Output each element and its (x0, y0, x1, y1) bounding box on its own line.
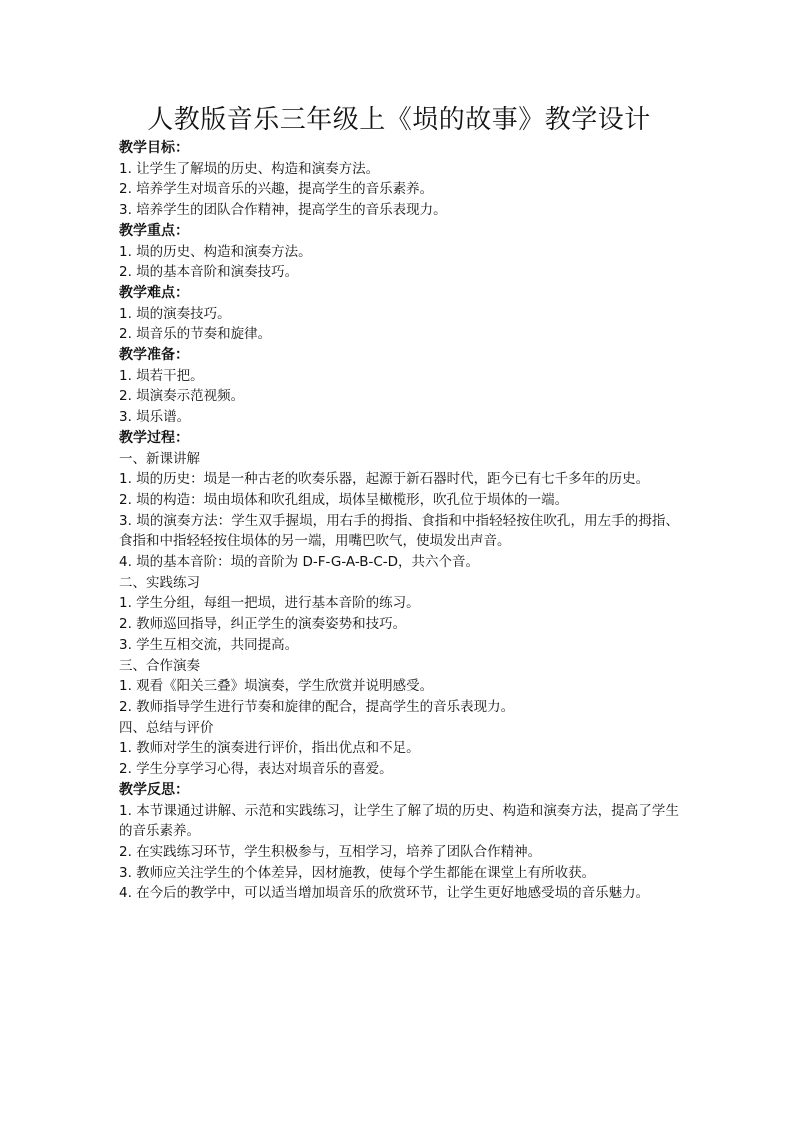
process-item: 2. 教师巡回指导，纠正学生的演奏姿势和技巧。 (119, 616, 407, 633)
section-title: 二、实践练习 (119, 574, 200, 591)
process-item: 1. 教师对学生的演奏进行评价，指出优点和不足。 (119, 740, 420, 757)
reflection-heading: 教学反思： (119, 781, 189, 798)
document-body (119, 102, 679, 904)
difficulties-heading: 教学难点： (119, 284, 189, 301)
process-item: 3. 学生互相交流，共同提高。 (119, 636, 299, 653)
preparation-heading: 教学准备： (119, 347, 189, 364)
section-title: 一、新课讲解 (119, 450, 200, 467)
objective-item: 2. 培养学生对埙音乐的兴趣，提高学生的音乐素养。 (119, 181, 434, 198)
process-item: 2. 教师指导学生进行节奏和旋律的配合，提高学生的音乐表现力。 (119, 698, 515, 715)
preparation-item: 1. 埙若干把。 (119, 367, 204, 384)
objectives-heading: 教学目标： (119, 140, 189, 156)
objective-item: 3. 培养学生的团队合作精神，提高学生的音乐表现力。 (119, 202, 447, 219)
process-item: 3. 埙的演奏方法：学生双手握埙，用右手的拇指、食指和中指轻轻按住吹孔，用左手的拇指、食指和中指轻轻按住埙体的另一端，用嘴巴吹气，使埙发出声音。 (119, 512, 679, 550)
objective-item: 1. 让学生了解埙的历史、构造和演奏方法。 (119, 160, 380, 177)
section-title: 三、合作演奏 (119, 657, 200, 674)
key-point-item: 2. 埙的基本音阶和演奏技巧。 (119, 264, 299, 281)
reflection-item: 4. 在今后的教学中，可以适当增加埙音乐的欣赏环节，让学生更好地感受埙的音乐魅力。 (119, 885, 650, 902)
difficulty-item: 2. 埙音乐的节奏和旋律。 (119, 326, 272, 343)
process-item: 1. 学生分组，每组一把埙，进行基本音阶的练习。 (119, 595, 420, 612)
process-item: 2. 学生分享学习心得，表达对埙音乐的喜爱。 (119, 761, 393, 778)
preparation-item: 3. 埙乐谱。 (119, 409, 191, 426)
reflection-item: 2. 在实践练习环节，学生积极参与，互相学习，培养了团队合作精神。 (119, 843, 542, 860)
document-title: 人教版音乐三年级上《埙的故事》教学设计 (147, 105, 651, 135)
key-points-heading: 教学重点： (119, 222, 189, 239)
difficulty-item: 1. 埙的演奏技巧。 (119, 305, 231, 322)
process-heading: 教学过程： (119, 429, 189, 446)
reflection-item: 3. 教师应关注学生的个体差异，因材施教，使每个学生都能在课堂上有所收获。 (119, 864, 596, 881)
process-item: 4. 埙的基本音阶：埙的音阶为 D-F-G-A-B-C-D，共六个音。 (119, 554, 480, 571)
process-item: 1. 埙的历史：埙是一种古老的吹奏乐器，起源于新石器时代，距今已有七千多年的历史。 (119, 471, 650, 488)
process-item: 2. 埙的构造：埙由埙体和吹孔组成，埙体呈橄榄形，吹孔位于埙体的一端。 (119, 491, 569, 508)
section-title: 四、总结与评价 (119, 719, 214, 736)
reflection-item: 1. 本节课通过讲解、示范和实践练习，让学生了解了埙的历史、构造和演奏方法，提高了学生的音乐素养。 (119, 802, 679, 840)
preparation-item: 2. 埙演奏示范视频。 (119, 388, 245, 405)
key-point-item: 1. 埙的历史、构造和演奏方法。 (119, 243, 312, 260)
process-item: 1. 观看《阳关三叠》埙演奏，学生欣赏并说明感受。 (119, 678, 434, 695)
